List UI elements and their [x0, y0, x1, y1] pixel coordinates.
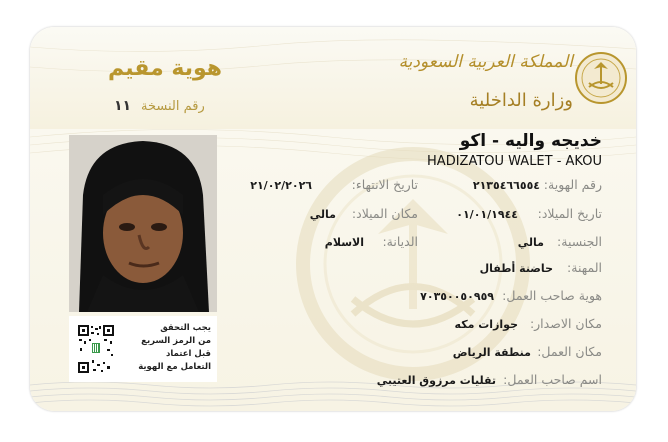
card-title: هوية مقيم	[108, 56, 222, 81]
work-place-label: مكان العمل:	[537, 344, 602, 359]
expiry-value: ٢١/٠٢/٢٠٢٦	[250, 179, 312, 192]
copy-number-value: ١١	[114, 98, 132, 114]
employer-name-value: تقليات مرزوق العتيبي	[376, 374, 496, 387]
kingdom-name: المملكة العربية السعودية	[398, 52, 573, 72]
issue-place-label: مكان الاصدار:	[529, 316, 602, 331]
holder-name-arabic: خديجه واليه - اكو	[459, 131, 602, 151]
id-number-label: رقم الهوية:	[543, 177, 602, 192]
residence-id-card	[30, 27, 636, 411]
occupation-value: حاضنة أطفال	[479, 262, 553, 275]
verification-box	[69, 316, 217, 382]
nationality-value: مالي	[517, 236, 544, 249]
religion-label: الديانة:	[382, 234, 418, 249]
birth-date-label: تاريخ الميلاد:	[537, 206, 602, 221]
verification-note: يجب التحقق من الرمز السريع قبل اعتماد التعامل مع الهوية	[138, 323, 211, 372]
occupation-label: المهنة:	[567, 260, 602, 275]
birth-date-value: ٠١/٠١/١٩٤٤	[456, 208, 518, 221]
ministry-name: وزارة الداخلية	[469, 90, 573, 111]
employer-name-label: اسم صاحب العمل:	[503, 372, 602, 387]
copy-number-label: رقم النسخة	[141, 99, 205, 114]
birth-place-label: مكان الميلاد:	[351, 206, 418, 221]
issue-place-value: جوازات مكه	[454, 318, 518, 331]
birth-place-value: مالي	[309, 208, 336, 221]
holder-photo	[69, 135, 217, 312]
religion-value: الاسلام	[324, 236, 364, 249]
work-place-value: منطقة الرياض	[452, 346, 531, 359]
employer-id-label: هوية صاحب العمل:	[502, 288, 602, 303]
employer-id-value: ٧٠٣٥٠٠٥٠٩٥٩	[420, 290, 494, 303]
nationality-label: الجنسية:	[557, 234, 602, 249]
holder-name-english: HADIZATOU WALET - AKOU	[427, 154, 602, 169]
qr-code-icon[interactable]	[77, 324, 115, 374]
expiry-label: تاريخ الانتهاء:	[351, 177, 418, 192]
id-number-value: ٢١٣٥٤٦٦٥٥٤	[472, 179, 540, 192]
saudi-emblem-icon	[574, 51, 628, 105]
